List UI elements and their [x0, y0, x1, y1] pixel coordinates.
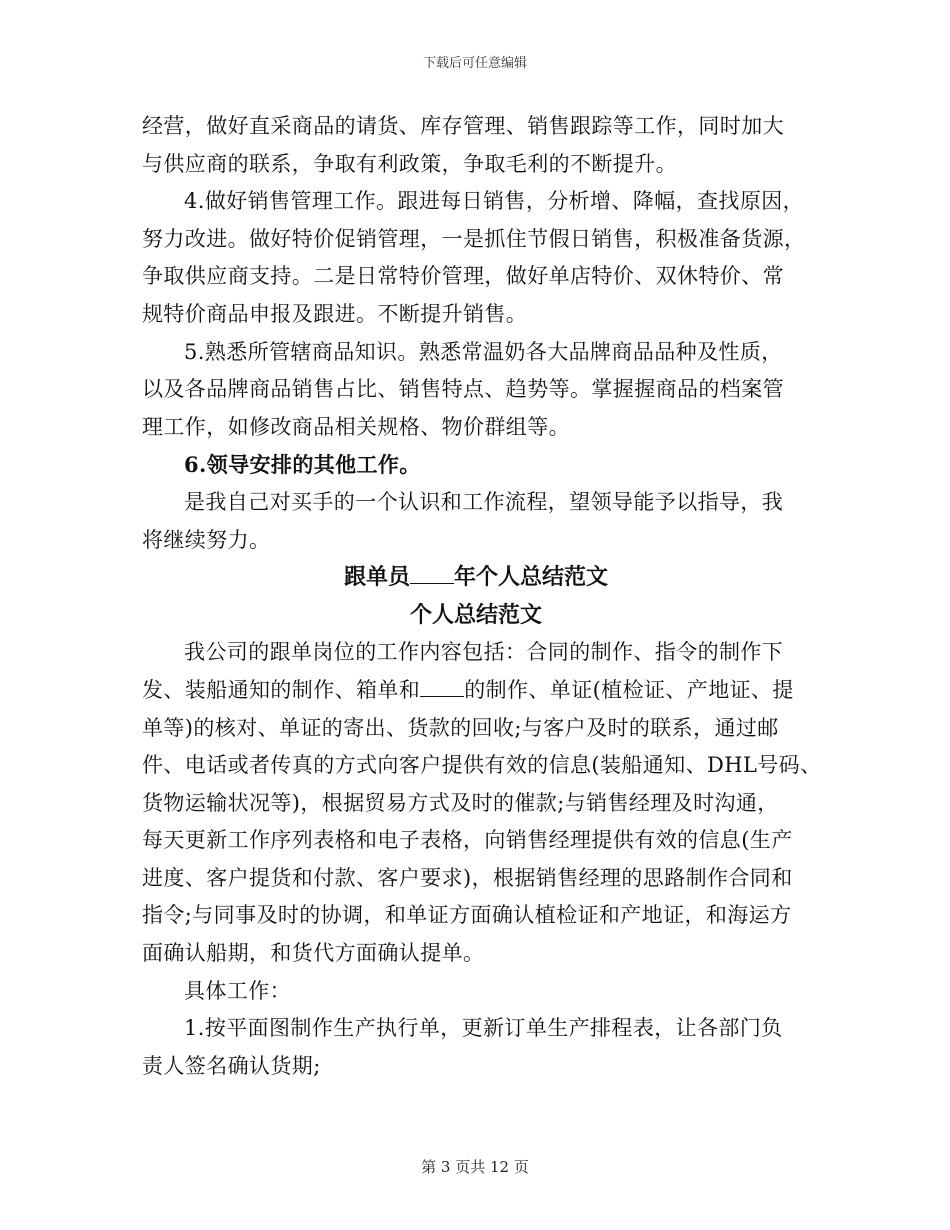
text-line: 每天更新工作序列表格和电子表格，向销售经理提供有效的信息(生产	[142, 828, 793, 853]
text-line: 以及各品牌商品销售占比、销售特点、趋势等。掌握握商品的档案管	[142, 377, 784, 402]
section-title	[142, 559, 810, 597]
text-line: 争取供应商支持。二是日常特价管理，做好单店特价、双休特价、常	[142, 264, 784, 289]
paragraph-3	[142, 334, 810, 447]
text-segment: 的制作、单证(植检证、产地证、提	[464, 677, 794, 702]
text-line: 理工作，如修改商品相关规格、物价群组等。	[142, 414, 570, 439]
title-blank	[410, 563, 454, 584]
text-line: 与供应商的联系，争取有利政策，争取毛利的不断提升。	[142, 151, 677, 176]
text-line: 将继续努力。	[142, 527, 271, 552]
text-segment: 发、装船通知的制作、箱单和	[142, 677, 421, 702]
text-line: 经营，做好直采商品的请货、库存管理、销售跟踪等工作，同时加大	[142, 114, 784, 138]
document-body	[142, 108, 822, 1085]
text-line: 具体工作：	[184, 978, 291, 1003]
paragraph-8	[142, 1010, 810, 1085]
text-line	[142, 672, 810, 710]
paragraph-4	[142, 446, 810, 484]
text-line: 货物运输状况等)，根据贸易方式及时的催款;与销售经理及时沟通，	[142, 790, 779, 815]
text-line: 努力改进。做好特价促销管理，一是抓住节假日销售，积极准备货源，	[142, 226, 806, 251]
paragraph-7	[142, 973, 810, 1011]
text-line: 4.做好销售管理工作。跟进每日销售，分析增、降幅，查找原因，	[184, 189, 805, 214]
page-footer: 第 3 页共 12 页	[421, 1158, 529, 1176]
paragraph-2	[142, 183, 810, 333]
text-line: 单等)的核对、单证的寄出、货款的回收;与客户及时的联系，通过邮	[142, 715, 779, 740]
page-header: 下载后可任意编辑	[422, 56, 527, 71]
paragraph-5	[142, 484, 810, 559]
text-line: 6.领导安排的其他工作。	[184, 452, 421, 478]
title-left: 跟单员	[343, 564, 410, 591]
section-subtitle: 个人总结范文	[409, 601, 542, 628]
text-line: 面确认船期，和货代方面确认提单。	[142, 941, 485, 966]
inline-blank	[420, 676, 464, 697]
text-line: 指令;与同事及时的协调，和单证方面确认植检证和产地证，和海运方	[142, 903, 792, 928]
text-line: 1.按平面图制作生产执行单，更新订单生产排程表，让各部门负	[184, 1016, 783, 1041]
text-line: 件、电话或者传真的方式向客户提供有效的信息(装船通知、DHL号码、	[142, 753, 822, 778]
text-line: 进度、客户提货和付款、客户要求)，根据销售经理的思路制作合同和	[142, 865, 793, 890]
text-line: 是我自己对买手的一个认识和工作流程，望领导能予以指导，我	[184, 489, 784, 514]
text-line: 我公司的跟单岗位的工作内容包括：合同的制作、指令的制作下	[184, 640, 784, 665]
text-line: 5.熟悉所管辖商品知识。熟悉常温奶各大品牌商品品种及性质，	[184, 339, 783, 364]
text-line: 规特价商品申报及跟进。不断提升销售。	[142, 301, 528, 326]
paragraph-6	[142, 634, 822, 972]
paragraph-1	[142, 108, 810, 183]
title-right: 年个人总结范文	[454, 564, 609, 591]
text-line: 责人签名确认货期;	[142, 1053, 321, 1078]
